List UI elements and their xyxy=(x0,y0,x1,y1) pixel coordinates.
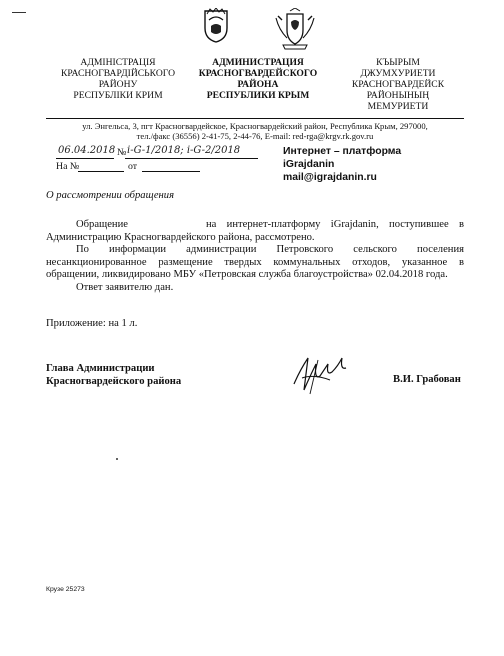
signatory-title-line-2: Красногвардейского района xyxy=(46,376,182,387)
district-emblem xyxy=(201,8,231,44)
recipient-line-2: iGrajdanin xyxy=(283,159,335,170)
corner-mark xyxy=(12,12,26,13)
executor-footer: Крузе 25273 xyxy=(46,586,85,593)
attachment-line: Приложение: на 1 л. xyxy=(46,318,138,329)
header-ukrainian: АДМІНІСТРАЦІЯ КРАСНОГВАРДІЙСЬКОГО РАЙОНУ РЕСПУБЛІКИ КРИМ xyxy=(61,57,175,101)
subject-line: О рассмотрении обращения xyxy=(46,190,175,201)
letter-body xyxy=(46,219,464,295)
handwritten-date: 06.04.2018 xyxy=(58,145,116,156)
body-paragraph-2: По информации администрации Петровского сельского поселения несанкционированное размещение твердых коммунальных отходов, указанное в обращении, ликвидировано МБУ «Петровская служба благоустройства» 02.04.2018 года. xyxy=(46,244,464,281)
handwritten-signature xyxy=(290,350,352,398)
body-p1-end: на интернет-платформу iGrajdanin, поступившее в Администрацию Красногвардейского района, рассмотрено. xyxy=(46,219,464,243)
crimea-emblem xyxy=(273,8,317,50)
reference-from-label: от xyxy=(128,161,138,172)
signatory-title-line-1: Глава Администрации xyxy=(46,363,155,374)
body-p1-start: Обращение xyxy=(76,219,128,230)
header-crimean-tatar: КЪЫРЫМ ДЖУМХУРИЕТИ КРАСНОГВАРДЕЙСК РАЙОНЫНЫҢ МЕМУРИЕТИ xyxy=(351,57,445,112)
recipient-block xyxy=(283,145,401,184)
recipient-email: mail@igrajdanin.ru xyxy=(283,172,377,183)
reference-date-line xyxy=(142,171,200,172)
body-paragraph-1 xyxy=(46,219,464,244)
address-line-1: ул. Энгельса, 3, пгт Красногвардейское, Красногвардейский район, Республика Крым, 297000, xyxy=(82,121,428,131)
body-paragraph-3: Ответ заявителю дан. xyxy=(76,281,174,293)
recipient-line-1: Интернет – платформа xyxy=(283,146,402,157)
number-prefix: № xyxy=(117,147,127,158)
header-separator xyxy=(46,118,464,119)
signatory-title xyxy=(46,362,181,388)
stray-mark xyxy=(116,458,118,460)
address-line-2: тел./факс (36556) 2-41-75, 2-44-76, E-mail: red-rga@krgv.rk.gov.ru xyxy=(136,131,374,141)
handwritten-number: i-G-1/2018; i-G-2/2018 xyxy=(127,145,241,156)
reference-number-line xyxy=(78,171,124,172)
date-underline xyxy=(56,158,114,159)
number-underline xyxy=(125,158,258,159)
header-russian: АДМИНИСТРАЦИЯ КРАСНОГВАРДЕЙСКОГО РАЙОНА РЕСПУБЛИКИ КРЫМ xyxy=(198,57,318,101)
signatory-name: В.И. Грабован xyxy=(393,374,461,385)
reference-on-label: На № xyxy=(56,161,80,172)
